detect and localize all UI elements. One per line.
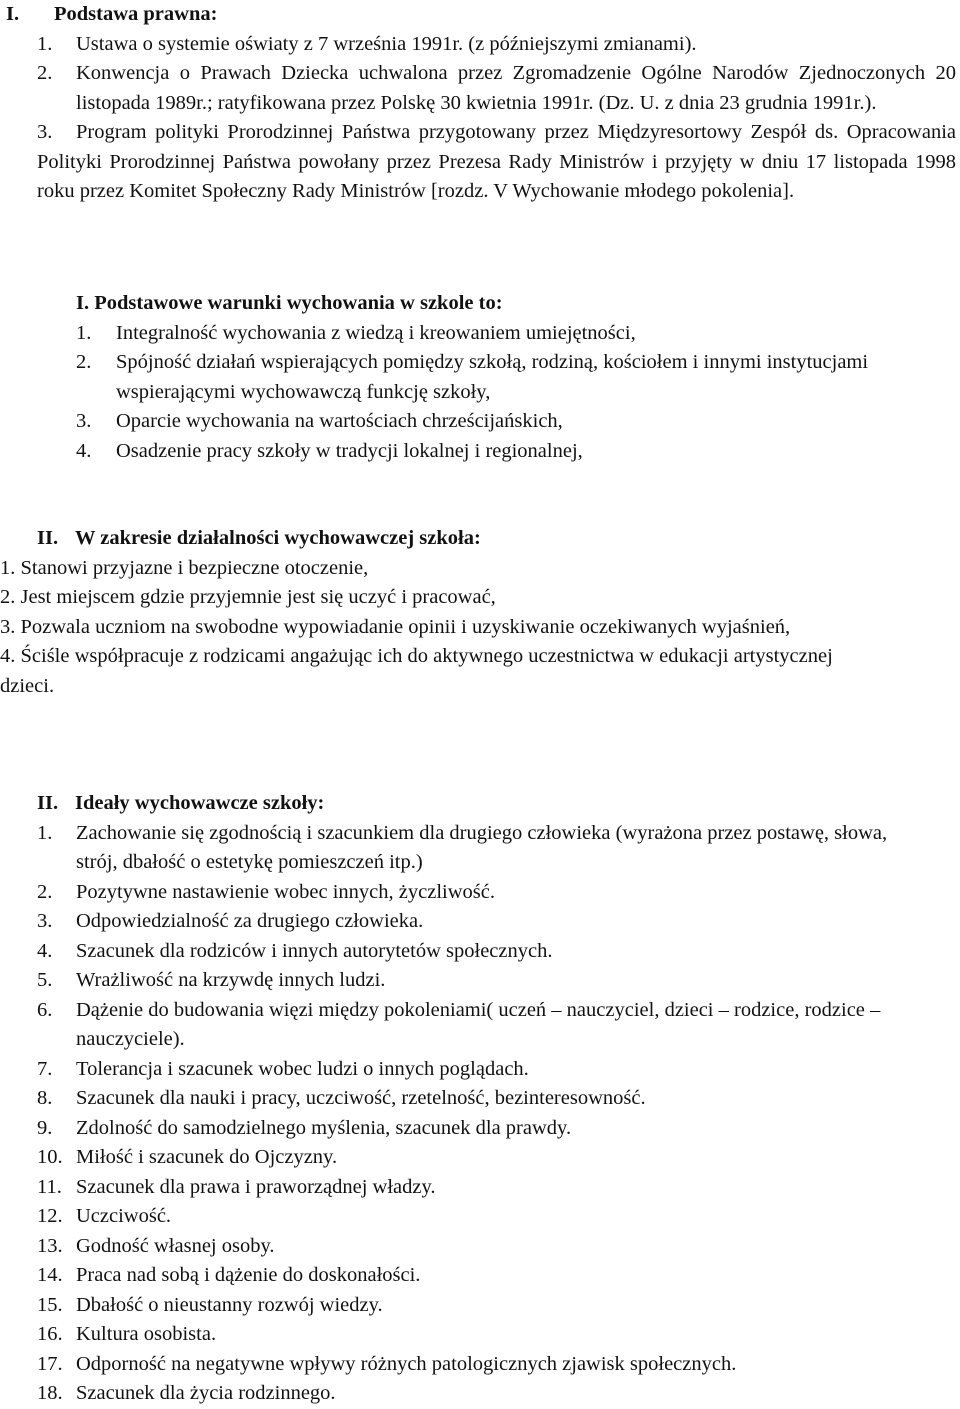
item-number: 5.	[37, 969, 53, 991]
list-item	[0, 1232, 960, 1262]
item-text: Program polityki Prorodzinnej Państwa przygotowany przez Międzyresortowy Zespół ds. Opracowania Polityki Prorodzinnej Państwa powołany przez Prezesa Rady Ministrów i przyjęty w dniu 17 listopada 1998 roku przez Komitet Społeczny Rady Ministrów [rozdz. V Wychowanie młodego pokolenia].	[37, 121, 956, 202]
heading-title: W zakresie działalności wychowawczej szkoła:	[75, 527, 481, 549]
item-text: Integralność wychowania z wiedzą i kreowaniem umiejętności,	[116, 321, 636, 344]
item-text: Uczciwość.	[76, 1205, 172, 1227]
item-text: Kultura osobista.	[76, 1323, 217, 1345]
list-item	[0, 1261, 960, 1291]
item-number: 4.	[37, 939, 53, 962]
item-text: Szacunek dla życia rodzinnego.	[76, 1382, 336, 1404]
heading-number: II.	[37, 527, 59, 549]
item-text: Osadzenie pracy szkoły w tradycji lokalnej i regionalnej,	[116, 439, 583, 462]
list-item	[0, 348, 960, 407]
list-item	[0, 1202, 960, 1232]
heading-title: Ideały wychowawcze szkoły:	[75, 792, 325, 814]
list-item	[0, 937, 960, 967]
item-text: Szacunek dla rodziców i innych autorytetów społecznych.	[76, 939, 553, 962]
list-item	[0, 59, 960, 118]
item-text: Szacunek dla prawa i praworządnej władzy.	[76, 1175, 436, 1198]
section-heading	[0, 0, 960, 30]
item-number: 2.	[76, 351, 92, 373]
section-heading	[0, 289, 960, 319]
item-number: 11.	[37, 1175, 62, 1198]
list-item	[0, 1173, 960, 1203]
item-text: Konwencja o Prawach Dziecka uchwalona przez Zgromadzenie Ogólne Narodów Zjednoczonych 20 listopada 1989r.; ratyfikowana przez Polskę 30 kwietnia 1991r. (Dz. U. z dnia 23 grudnia 1991r.).	[76, 62, 956, 114]
item-number: 3.	[37, 121, 53, 143]
list-item	[0, 437, 960, 467]
list-item	[0, 118, 960, 207]
section-educational-ideals	[0, 789, 960, 1409]
item-number: 10.	[37, 1146, 63, 1168]
item-number: 15.	[37, 1293, 63, 1316]
item-number: 8.	[37, 1087, 53, 1109]
list-item	[0, 878, 960, 908]
item-text: Odporność na negatywne wpływy różnych patologicznych zjawisk społecznych.	[76, 1352, 737, 1375]
item-number: 3.	[37, 910, 53, 932]
item-number: 3.	[76, 410, 92, 432]
section-basic-conditions	[0, 289, 960, 466]
item-text: Dbałość o nieustanny rozwój wiedzy.	[76, 1293, 383, 1316]
item-text: Zdolność do samodzielnego myślenia, szacunek dla prawdy.	[76, 1116, 572, 1139]
list-item	[0, 1379, 960, 1409]
item-text: Wrażliwość na krzywdę innych ludzi.	[76, 969, 386, 991]
item-number: 17.	[37, 1352, 63, 1375]
list-item	[0, 30, 960, 60]
item-text: Tolerancja i szacunek wobec ludzi o innych poglądach.	[76, 1057, 529, 1080]
list-item: 2. Jest miejscem gdzie przyjemnie jest się uczyć i pracować,	[0, 586, 496, 608]
list-item: 1. Stanowi przyjazne i bezpieczne otoczenie,	[0, 556, 369, 579]
item-text: Miłość i szacunek do Ojczyzny.	[76, 1146, 338, 1168]
item-number: 2.	[37, 62, 53, 84]
item-number: 14.	[37, 1264, 63, 1286]
list-item	[0, 1114, 960, 1144]
list-item	[0, 407, 960, 437]
heading-title: Podstawowe warunki wychowania w szkole to:	[94, 292, 503, 314]
item-text: Spójność działań wspierających pomiędzy szkołą, rodziną, kościołem i innymi instytucjami wspierającymi wychowawczą funkcję szkoły,	[116, 351, 869, 403]
item-text: Ustawa o systemie oświaty z 7 września 1991r. (z późniejszymi zmianami).	[76, 32, 697, 55]
list-item	[0, 1320, 960, 1350]
item-number: 1.	[37, 821, 53, 844]
list-item: 4. Ściśle współpracuje z rodzicami angażując ich do aktywnego uczestnictwa w edukacji artystycznej dzieci.	[0, 645, 833, 697]
list-item	[0, 1055, 960, 1085]
item-text: Odpowiedzialność za drugiego człowieka.	[76, 910, 424, 932]
item-number: 1.	[37, 32, 53, 55]
item-number: 2.	[37, 880, 53, 903]
item-text: Pozytywne nastawienie wobec innych, życzliwość.	[76, 880, 495, 903]
item-text: Zachowanie się zgodnością i szacunkiem dla drugiego człowieka (wyrażona przez postawę, słowa, strój, dbałość o estetykę pomieszczeń itp.)	[76, 821, 888, 873]
heading-number: I.	[76, 292, 90, 314]
list-item	[0, 1143, 960, 1173]
list-item	[0, 996, 960, 1055]
item-number: 9.	[37, 1116, 53, 1139]
item-number: 4.	[76, 439, 92, 462]
list-item	[0, 819, 960, 878]
item-text: Oparcie wychowania na wartościach chrześcijańskich,	[116, 410, 563, 432]
item-number: 1.	[76, 321, 92, 344]
list-item	[0, 1084, 960, 1114]
heading-number: II.	[37, 792, 59, 814]
list-item	[0, 966, 960, 996]
item-text: Dążenie do budowania więzi między pokoleniami( uczeń – nauczyciel, dzieci – rodzice, rodzice – nauczyciele).	[76, 998, 881, 1050]
section-heading	[0, 789, 960, 819]
list-item: 3. Pozwala uczniom na swobodne wypowiadanie opinii i uzyskiwanie oczekiwanych wyjaśnień,	[0, 615, 791, 638]
item-number: 7.	[37, 1057, 53, 1080]
list-item	[0, 1350, 960, 1380]
item-number: 16.	[37, 1323, 63, 1345]
heading-number: I.	[6, 3, 20, 25]
list-item	[0, 1291, 960, 1321]
item-number: 6.	[37, 998, 53, 1021]
list-item	[0, 907, 960, 937]
item-text: Godność własnej osoby.	[76, 1234, 275, 1257]
section-heading	[0, 524, 960, 554]
heading-title: Podstawa prawna:	[54, 3, 218, 25]
item-number: 12.	[37, 1205, 63, 1227]
item-text: Praca nad sobą i dążenie do doskonałości.	[76, 1264, 421, 1286]
section-school-activity	[0, 524, 960, 701]
item-number: 13.	[37, 1234, 63, 1257]
item-text: Szacunek dla nauki i pracy, uczciwość, rzetelność, bezinteresowność.	[76, 1087, 646, 1109]
section-legal-basis	[0, 0, 960, 207]
list-item	[0, 319, 960, 349]
item-number: 18.	[37, 1382, 63, 1404]
